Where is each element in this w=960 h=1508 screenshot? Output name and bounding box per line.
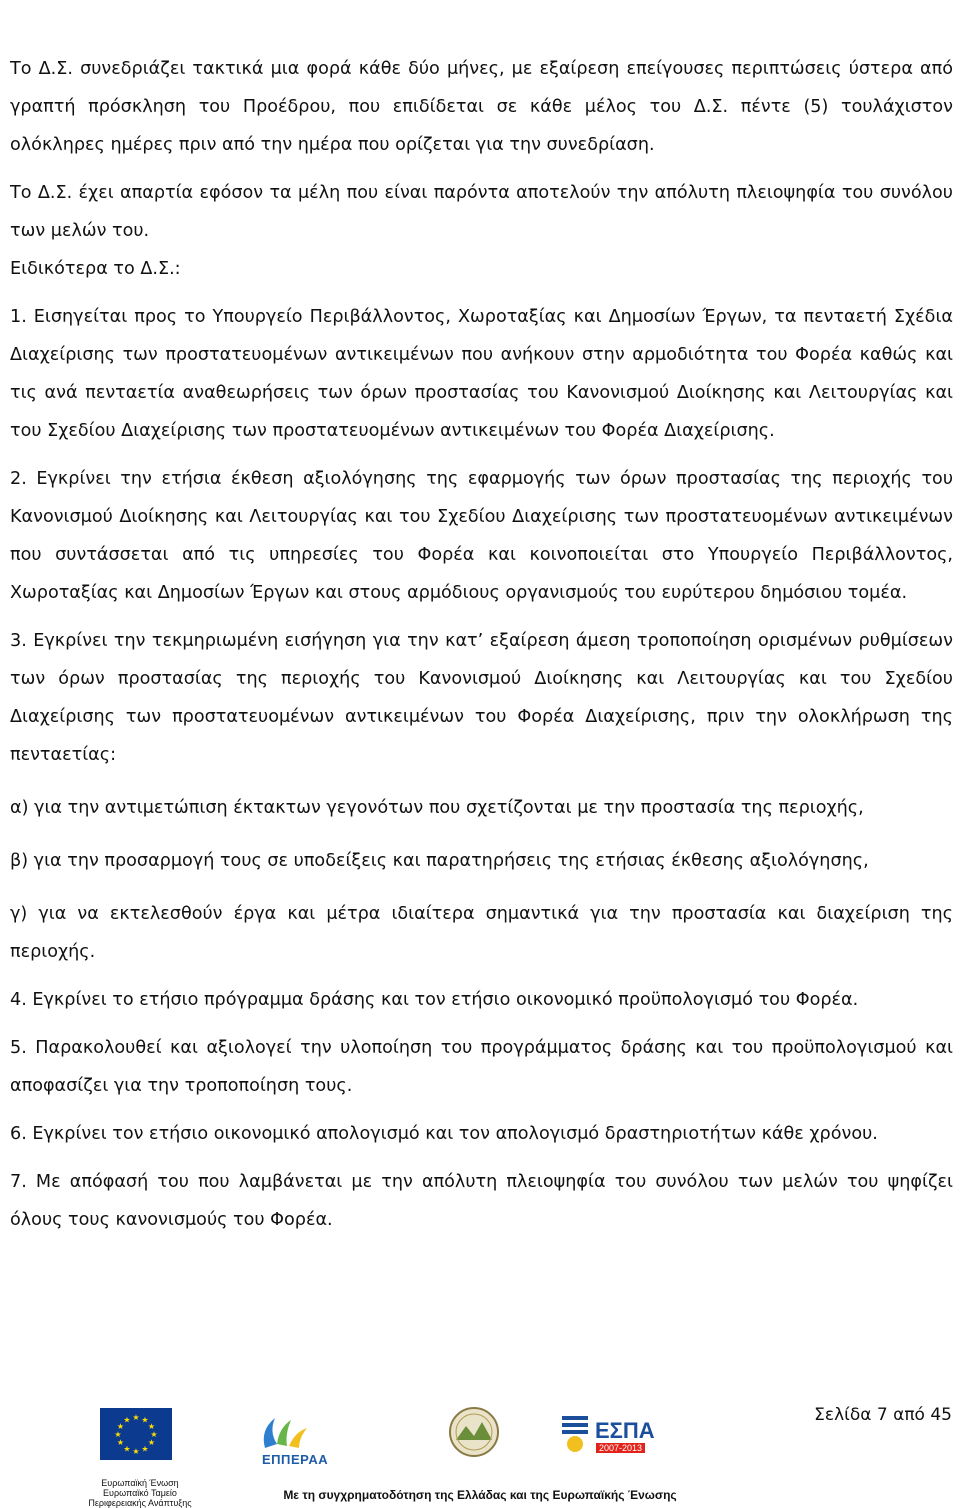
eu-caption-line: Ευρωπαϊκή Ένωση (101, 1478, 179, 1488)
svg-text:★: ★ (147, 1422, 156, 1431)
svg-text:★: ★ (123, 1444, 131, 1454)
paragraph-quorum: Το Δ.Σ. έχει απαρτία εφόσον τα μέλη που είναι παρόντα αποτελούν την απόλυτη πλειοψηφία του συνόλου των μελών του. (10, 183, 953, 241)
eu-caption-line: Περιφερειακής Ανάπτυξης (88, 1498, 192, 1508)
eu-caption (80, 1478, 200, 1508)
svg-text:★: ★ (132, 1447, 140, 1456)
svg-text:★: ★ (141, 1415, 149, 1425)
svg-text:★: ★ (114, 1430, 122, 1439)
svg-text:★: ★ (150, 1430, 158, 1439)
list-item-3: 3. Εγκρίνει την τεκμηριωμένη εισήγηση για την κατ’ εξαίρεση άμεση τροποποίηση ορισμένων ρυθμίσεων των όρων προστασίας της περιοχής του Κανονισμού Διοίκησης και Λειτουργίας και του Σχεδίου Διαχείρισης των προστατευομένων αντικειμένων του Φορέα Διαχείρισης, πριν την ολοκλήρωση της πενταετίας: (10, 631, 953, 765)
paragraph-meetings: Το Δ.Σ. συνεδριάζει τακτικά μια φορά κάθε δύο μήνες, με εξαίρεση επείγουσες περιπτώσεις ύστερα από γραπτή πρόσκληση του Προέδρου, που επιδίδεται σε κάθε μέλος του Δ.Σ. πέντε (5) τουλάχιστον ολόκληρες ημέρες πριν από την ημέρα που ορίζεται για την συνεδρίαση. (10, 59, 953, 155)
list-item-4: 4. Εγκρίνει το ετήσιο πρόγραμμα δράσης και τον ετήσιο οικονομικό προϋπολογισμό του Φορέα. (10, 990, 859, 1010)
seal-logo (448, 1406, 500, 1462)
espa-years-badge: 2007-2013 (596, 1443, 645, 1453)
list-item-3b: β) για την προσαρμογή τους σε υποδείξεις και παρατηρήσεις της ετήσιας έκθεσης αξιολόγησης, (10, 851, 869, 871)
section-heading: Ειδικότερα το Δ.Σ.: (10, 259, 181, 279)
list-item-1: 1. Εισηγείται προς το Υπουργείο Περιβάλλοντος, Χωροταξίας και Δημοσίων Έργων, τα πενταετή Σχέδια Διαχείρισης των προστατευομένων αντικειμένων που ανήκουν στην αρμοδιότητα του Φορέα καθώς και τις ανά πενταετία αναθεωρήσεις των όρων προστασίας του Κανονισμού Διοίκησης και Λειτουργίας και του Σχεδίου Διαχείρισης των προστατευομένων αντικειμένων του Φορέα Διαχείρισης. (10, 307, 953, 441)
svg-text:★: ★ (147, 1438, 156, 1447)
eu-flag-logo (100, 1408, 172, 1460)
svg-text:★: ★ (123, 1415, 131, 1425)
list-item-7: 7. Με απόφασή του που λαμβάνεται με την απόλυτη πλειοψηφία του συνόλου των μελών του ψηφίζει όλους τους κανονισμούς του Φορέα. (10, 1172, 953, 1230)
list-item-3c: γ) για να εκτελεσθούν έργα και μέτρα ιδιαίτερα σημαντικά για την προστασία και διαχείριση της περιοχής. (10, 904, 953, 962)
list-item-3a: α) για την αντιμετώπιση έκτακτων γεγονότων που σχετίζονται με την προστασία της περιοχής, (10, 798, 864, 818)
list-item-6: 6. Εγκρίνει τον ετήσιο οικονομικό απολογισμό και τον απολογισμό δραστηριοτήτων κάθε χρόνου. (10, 1124, 878, 1144)
espa-logo-label: ΕΣΠΑ (595, 1418, 655, 1443)
list-item-5: 5. Παρακολουθεί και αξιολογεί την υλοποίηση του προγράμματος δράσης και του προϋπολογισμού και αποφασίζει για την τροποποίηση τους. (10, 1038, 953, 1096)
svg-text:★: ★ (141, 1444, 149, 1454)
svg-text:★: ★ (116, 1422, 125, 1431)
epperaa-logo-graphic (255, 1410, 355, 1452)
epperaa-logo-label: ΕΠΠΕΡΑΑ (262, 1452, 329, 1467)
cofunding-statement: Με τη συγχρηματοδότηση της Ελλάδας και της Ευρωπαϊκής Ένωσης (283, 1488, 677, 1502)
document-body (10, 50, 953, 1239)
page-footer (0, 1400, 960, 1508)
svg-text:★: ★ (116, 1438, 125, 1447)
list-item-2: 2. Εγκρίνει την ετήσια έκθεση αξιολόγησης της εφαρμογής των όρων προστασίας της περιοχής του Κανονισμού Διοίκησης και Λειτουργίας και του Σχεδίου Διαχείρισης των προστατευομένων αντικειμένων που συντάσσεται από τις υπηρεσίες του Φορέα και κοινοποιείται στο Υπουργείο Περιβάλλοντος, Χωροταξίας και Δημοσίων Έργων και στους αρμόδιους οργανισμούς του ευρύτερου δημόσιου τομέα. (10, 469, 953, 603)
page-number: Σελίδα 7 από 45 (814, 1405, 952, 1425)
eu-caption-line: Ευρωπαϊκό Ταμείο (103, 1488, 177, 1498)
espa-flag-icon (560, 1412, 590, 1456)
svg-text:★: ★ (132, 1413, 140, 1422)
